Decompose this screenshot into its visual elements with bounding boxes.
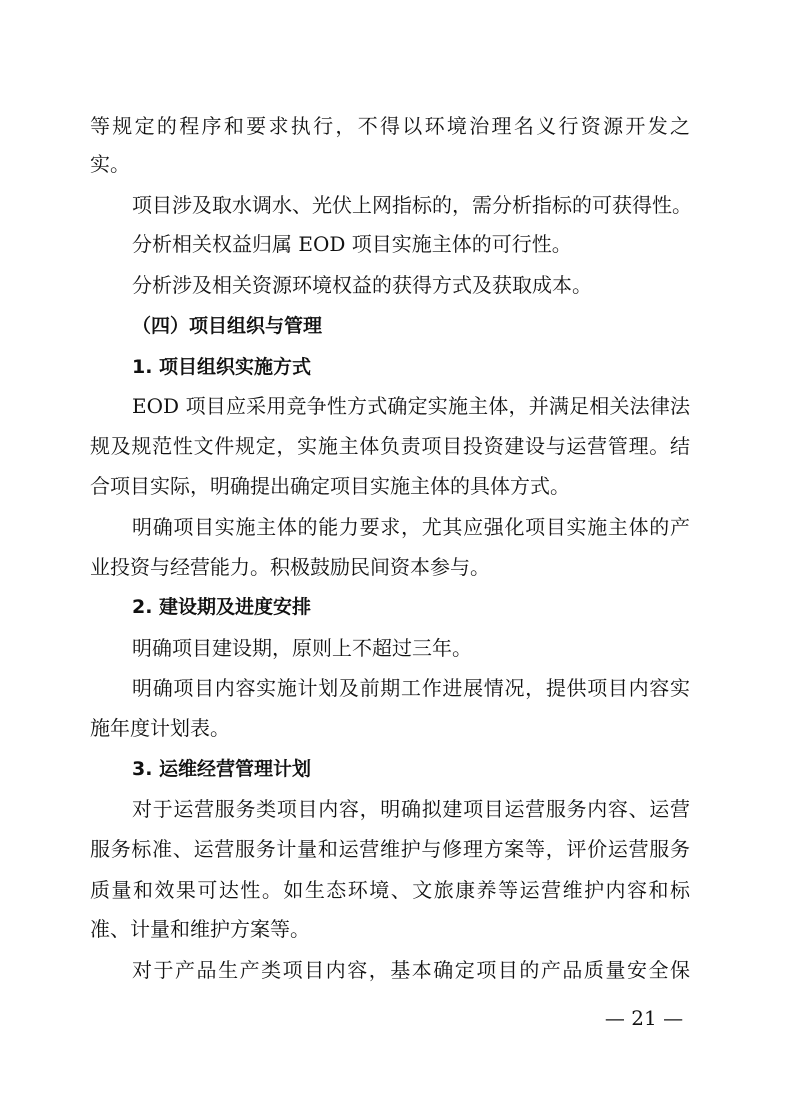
body-text-line: 规及规范性文件规定，实施主体负责项目投资建设与运营管理。结: [90, 434, 690, 458]
body-text-line: 对于产品生产类项目内容，基本确定项目的产品质量安全保: [132, 958, 690, 982]
subsection-heading: 2. 建设期及进度安排: [132, 596, 312, 618]
body-text-line: 等规定的程序和要求执行，不得以环境治理名义行资源开发之: [90, 114, 690, 138]
body-text-line: 项目涉及取水调水、光伏上网指标的，需分析指标的可获得性。: [132, 193, 692, 217]
body-text-line: 施年度计划表。: [90, 716, 230, 740]
body-text-line: 明确项目实施主体的能力要求，尤其应强化项目实施主体的产: [132, 515, 690, 539]
body-text-line: 分析相关权益归属 EOD 项目实施主体的可行性。: [132, 232, 572, 256]
body-text-line: 明确项目内容实施计划及前期工作进展情况，提供项目内容实: [132, 676, 690, 700]
subsection-heading: 1. 项目组织实施方式: [132, 356, 312, 378]
body-text-line: 合项目实际，明确提出确定项目实施主体的具体方式。: [90, 474, 570, 498]
body-text-line: 业投资与经营能力。积极鼓励民间资本参与。: [90, 555, 490, 579]
body-text-line: 对于运营服务类项目内容，明确拟建项目运营服务内容、运营: [132, 797, 690, 821]
subsection-heading: 3. 运维经营管理计划: [132, 758, 312, 780]
section-heading: （四）项目组织与管理: [132, 315, 323, 337]
body-text-line: 实。: [90, 152, 130, 176]
page-number: — 21 —: [604, 1006, 684, 1030]
body-text-line: 服务标准、运营服务计量和运营维护与修理方案等，评价运营服务: [90, 837, 690, 861]
body-text-line: EOD 项目应采用竞争性方式确定实施主体，并满足相关法律法: [132, 394, 690, 418]
body-text-line: 准、计量和维护方案等。: [90, 917, 310, 941]
body-text-line: 分析涉及相关资源环境权益的获得方式及获取成本。: [132, 273, 592, 297]
body-text-line: 明确项目建设期，原则上不超过三年。: [132, 636, 472, 660]
body-text-line: 质量和效果可达性。如生态环境、文旅康养等运营维护内容和标: [90, 878, 690, 902]
